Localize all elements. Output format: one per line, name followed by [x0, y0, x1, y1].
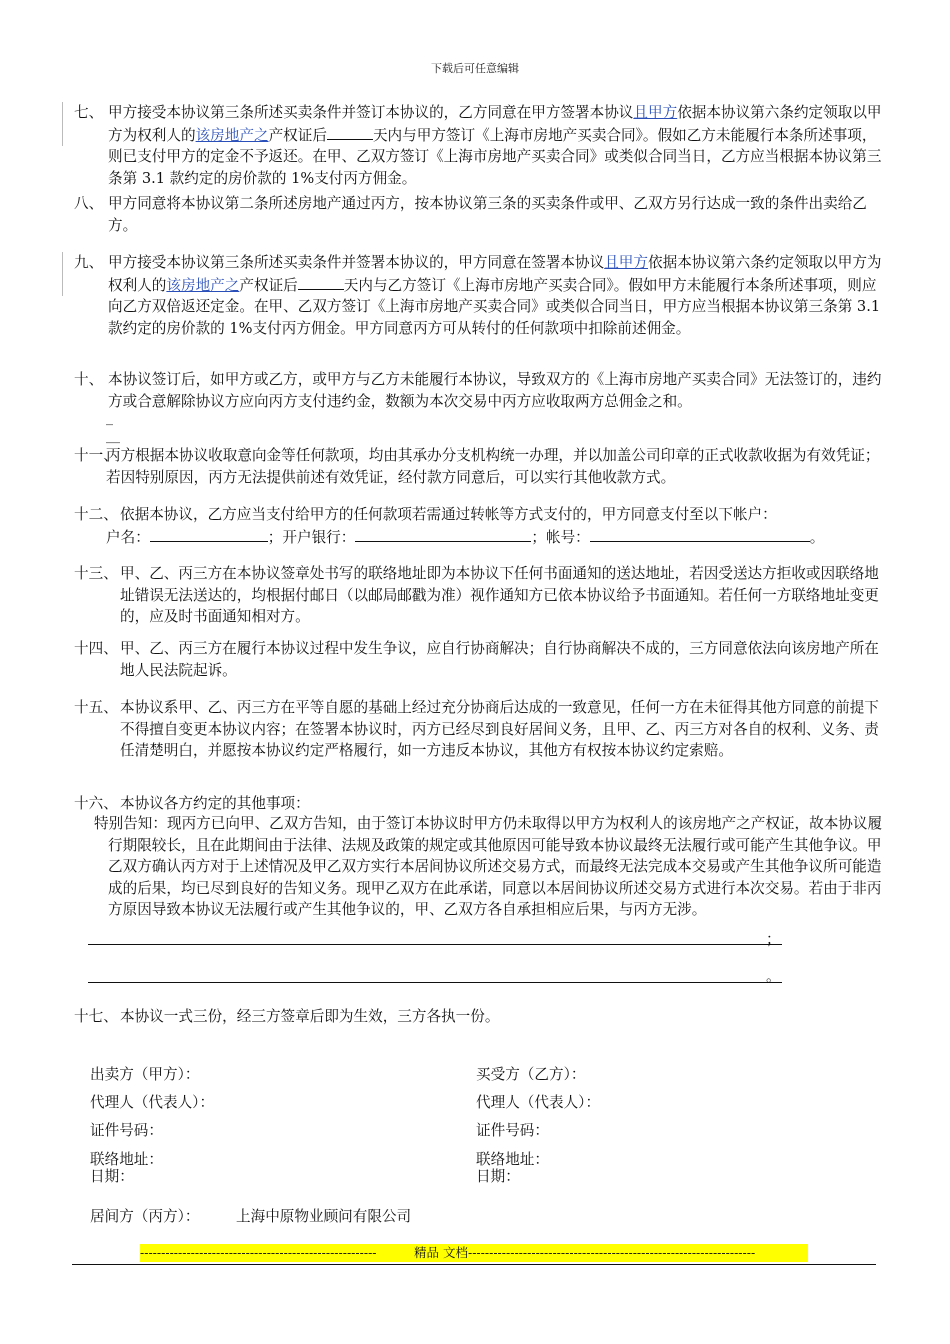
footer-rule: [72, 1264, 876, 1265]
clause-text: 产权证后: [268, 126, 327, 144]
clause-number: 十三、: [74, 565, 118, 582]
clause-text: 。: [809, 528, 825, 546]
clause-number: 十六、: [74, 795, 118, 812]
seller-id-label: 证件号码：: [90, 1122, 163, 1139]
clause-text: 甲、乙、丙三方在本协议签章处书写的联络地址即为本协议下任何书面通知的送达地址，若因受送达方拒收或因联络地址错误无法送达的，均根据付邮日（以邮局邮戳为准）视作通知方已依本协议给予书面通知。若任何一方联络地址变更的，应及时书面通知相对方。: [120, 565, 879, 625]
clause-text: 依据本协议，乙方应当支付给甲方的任何款项若需通过转帐等方式支付的，甲方同意支付至以下帐户：: [120, 506, 777, 523]
clause-text: 依据本协议第六条约定领取以甲方为权利人的: [108, 104, 882, 144]
account-name-blank: [150, 526, 268, 542]
footer-text: 精品 文档: [414, 1245, 468, 1260]
clause-number: 十一、: [74, 447, 118, 464]
seller-address-label: 联络地址：: [90, 1151, 163, 1168]
days-blank: [298, 274, 344, 290]
clause-10: [74, 369, 886, 412]
buyer-address-label: 联络地址：: [476, 1151, 549, 1168]
buyer-agent-label: 代理人（代表人）：: [476, 1094, 601, 1111]
stray-mark: _: [106, 410, 113, 426]
account-number-blank: [590, 526, 810, 542]
footer-banner: [140, 1244, 808, 1262]
clause-text: 甲、乙、丙三方在履行本协议过程中发生争议，应自行协商解决；自行协商解决不成的，三方同意依法向该房地产所在地人民法院起诉。: [120, 640, 879, 679]
clause-number: 十七、: [74, 1008, 118, 1025]
line-end-mark: ；: [766, 931, 781, 948]
bank-blank: [355, 526, 531, 542]
clause-text: 丙方根据本协议收取意向金等任何款项，均由其承办分支机构统一办理，并以加盖公司印章的正式收款收据为有效凭证；若因特别原因，丙方无法提供前述有效凭证，经付款方同意后，可以实行其他收款方式。: [106, 447, 880, 486]
clause-text: 天内与乙方签订《上海市房地产买卖合同》。假如甲方未能履行本条所述事项，则应向乙方双倍返还定金。在甲、乙双方签订《上海市房地产买卖合同》或类似合同当日，甲方应当根据本协议第三条第 3.1 款约定的房价款的 1%支付丙方佣金。甲方同意丙方可从转付的任何款项中扣除前述佣金。: [108, 276, 881, 337]
clause-16: [74, 793, 886, 815]
revision-link[interactable]: 且甲方: [633, 104, 678, 121]
change-bar: [62, 252, 63, 296]
clause-number: 十、: [74, 371, 104, 388]
clause-14: [74, 638, 886, 681]
clause-number: 十二、: [74, 506, 118, 523]
stray-mark: __: [106, 428, 120, 444]
clause-17: [74, 1006, 886, 1028]
clause-11: [74, 445, 886, 488]
clause-12: [74, 504, 886, 548]
clause-text: 依据本协议第六条约定领取以甲方为权利人的: [108, 254, 882, 294]
clause-9: [74, 252, 886, 339]
account-number-label: ；帐号：: [531, 528, 590, 546]
fill-line: [88, 982, 782, 983]
clause-text: 本协议一式三份，经三方签章后即为生效，三方各执一份。: [120, 1008, 500, 1025]
clause-text: 天内与甲方签订《上海市房地产买卖合同》。假如乙方未能履行本条所述事项，则已支付甲方的定金不予返还。在甲、乙双方签订《上海市房地产买卖合同》或类似合同当日，乙方应当根据本协议第三条第 3.1 款约定的房价款的 1%支付丙方佣金。: [108, 126, 882, 187]
clause-number: 十五、: [74, 699, 118, 716]
clause-7: [74, 102, 886, 189]
change-bar: [62, 102, 63, 146]
clause-number: 九、: [74, 254, 104, 271]
clause-text: 产权证后: [239, 276, 298, 294]
buyer-id-label: 证件号码：: [476, 1122, 549, 1139]
page-header: 下载后可任意编辑: [431, 62, 519, 75]
revision-link[interactable]: 且甲方: [604, 254, 648, 271]
clause-number: 八、: [74, 195, 104, 212]
clause-text: 本协议签订后，如甲方或乙方，或甲方与乙方未能履行本协议，导致双方的《上海市房地产买卖合同》无法签订的，违约方或合意解除协议方应向丙方支付违约金，数额为本次交易中丙方应收取两方总佣金之和。: [108, 371, 882, 410]
seller-label: 出卖方（甲方）：: [90, 1066, 200, 1083]
broker-name: 上海中原物业顾问有限公司: [236, 1208, 412, 1225]
special-notice: [94, 813, 886, 921]
fill-line: [88, 944, 782, 945]
bank-label: ；开户银行：: [267, 528, 356, 546]
clause-8: [74, 193, 886, 236]
seller-date-label: 日期：: [90, 1168, 134, 1185]
clause-number: 十四、: [74, 640, 118, 657]
clause-text: 甲方接受本协议第三条所述买卖条件并签订本协议的，乙方同意在甲方签署本协议: [108, 104, 634, 121]
footer-dashes-right: --------------------------------------------------------------------: [467, 1245, 756, 1260]
buyer-date-label: 日期：: [476, 1168, 520, 1185]
clause-13: [74, 563, 886, 628]
account-name-label: 户名：: [106, 528, 150, 546]
clause-text: 甲方接受本协议第三条所述买卖条件并签署本协议的，甲方同意在签署本协议: [108, 254, 605, 271]
days-blank: [327, 124, 373, 140]
clause-text: 本协议系甲、乙、丙三方在平等自愿的基础上经过充分协商后达成的一致意见，任何一方在未征得其他方同意的前提下不得擅自变更本协议内容；在签署本协议时，丙方已经尽到良好居间义务，且甲、乙、丙三方对各自的权利、义务、责任清楚明白，并愿按本协议约定严格履行，如一方违反本协议，其他方有权按本协议约定索赔。: [120, 699, 879, 759]
buyer-label: 买受方（乙方）：: [476, 1066, 586, 1083]
revision-link[interactable]: 该房地产之: [195, 126, 269, 144]
line-end-mark: 。: [766, 968, 781, 985]
seller-agent-label: 代理人（代表人）：: [90, 1094, 215, 1111]
clause-text: 甲方同意将本协议第二条所述房地产通过丙方，按本协议第三条的买卖条件或甲、乙双方另行达成一致的条件出卖给乙方。: [108, 195, 867, 234]
clause-title: 本协议各方约定的其他事项：: [120, 795, 310, 812]
revision-link[interactable]: 该房地产之: [166, 276, 240, 294]
clause-text: 特别告知：现丙方已向甲、乙双方告知，由于签订本协议时甲方仍未取得以甲方为权利人的该房地产之产权证，故本协议履行期限较长，且在此期间由于法律、法规及政策的规定或其他原因可能导致本协议最终无法履行或可能产生其他争议。甲乙双方确认丙方对于上述情况及甲乙双方实行本居间协议所述交易方式，而最终无法完成本交易或产生其他争议所可能造成的后果，均已尽到良好的告知义务。现甲乙双方在此承诺，同意以本居间协议所述交易方式进行本次交易。若由于非丙方原因导致本协议无法履行或产生其他争议的，甲、乙双方各自承担相应后果，与丙方无涉。: [94, 815, 883, 918]
clause-number: 七、: [74, 104, 104, 121]
footer-dashes-left: --------------------------------------------------------: [140, 1245, 377, 1260]
broker-label: 居间方（丙方）：: [90, 1208, 200, 1225]
clause-15: [74, 697, 886, 762]
